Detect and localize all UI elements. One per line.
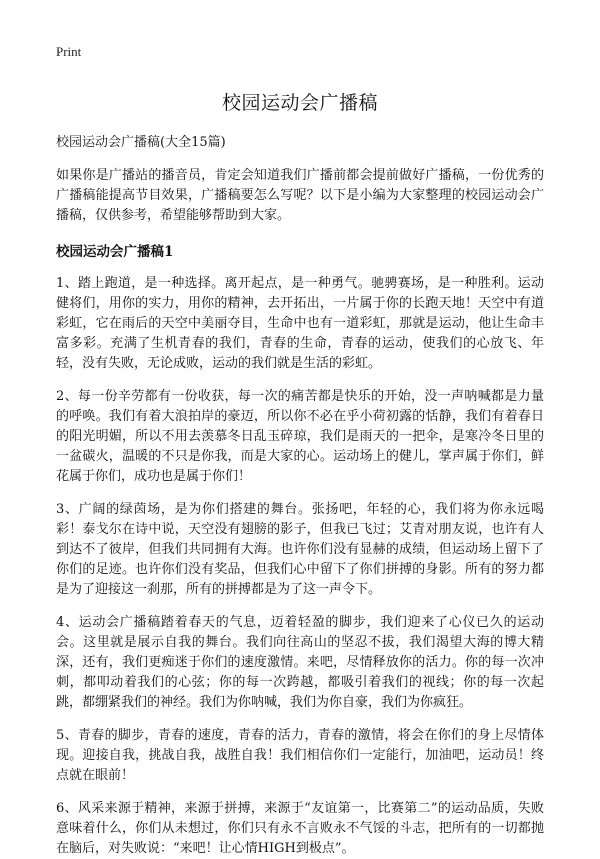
paragraph-6: 6、风采来源于精神，来源于拼搏，来源于“友谊第一，比赛第二”的运动品质，失败意味着什么，你们从未想过，你们只有永不言败永不气馁的斗志，把所有的一切都抛在脑后，对失败说：“来吧！让心情HIGH到极点”。 [56, 801, 544, 856]
subtitle: 校园运动会广播稿(大全15篇) [56, 135, 226, 150]
intro-paragraph: 如果你是广播站的播音员，肯定会知道我们广播前都会提前做好广播稿，一份优秀的广播稿能提高节目效果，广播稿要怎么写呢？以下是小编为大家整理的校园运动会广播稿，仅供参考，希望能够帮助到大家。 [56, 168, 544, 223]
paragraph-3: 3、广阔的绿茵场，是为你们搭建的舞台。张扬吧，年轻的心，我们将为你永远喝彩！泰戈尔在诗中说，天空没有翅膀的影子，但我已飞过；艾青对朋友说，也许有人到达不了彼岸，但我们共同拥有大海。也许你们没有显赫的成绩，但运动场上留下了你们的足迹。也许你们没有奖品，但我们心中留下了你们拼搏的身影。所有的努力都是为了迎接这一刹那，所有的拼搏都是为了这一声令下。 [56, 502, 544, 597]
paragraph-4: 4、运动会广播稿踏着春天的气息，迈着轻盈的脚步，我们迎来了心仪已久的运动会。这里就是展示自我的舞台。我们向往高山的坚忍不拔，我们渴望大海的博大精深，还有，我们更痴迷于你们的速度激情。来吧，尽情释放你的活力。你的每一次冲刺，都叩动着我们的心弦；你的每一次跨越，都吸引着我们的视线；你的每一次起跳，都绷紧我们的神经。我们为你呐喊，我们为你自豪，我们为你疯狂。 [56, 615, 544, 710]
paragraph-2: 2、每一份辛劳都有一份收获，每一次的痛苦都是快乐的开始，没一声呐喊都是力量的呼唤。我们有着大浪拍岸的豪迈，所以你不必在乎小荷初露的恬静，我们有着春日的阳光明媚，所以不用去羡慕冬日乱玉碎琼，我们是雨天的一把伞，是寒冷冬日里的一盆碳火，温暖的不只是你我，而是大家的心。运动场上的健儿，掌声属于你们，鲜花属于你们，成功也是属于你们！ [56, 389, 544, 484]
page-title: 校园运动会广播稿 [221, 92, 378, 114]
print-label[interactable]: Print [56, 44, 82, 59]
paragraph-5: 5、青春的脚步，青春的速度，青春的活力，青春的激情，将会在你们的身上尽情体现。迎接自我，挑战自我，战胜自我！我们相信你们一定能行，加油吧，运动员！终点就在眼前！ [56, 728, 544, 783]
section-heading: 校园运动会广播稿1 [56, 244, 174, 260]
paragraph-1: 1、踏上跑道，是一种选择。离开起点，是一种勇气。驰骋赛场，是一种胜利。运动健将们，用你的实力，用你的精神，去开拓出，一片属于你的长跑天地！天空中有道彩虹，它在雨后的天空中美丽夺目，生命中也有一道彩虹，那就是运动，他让生命丰富多彩。充满了生机青春的我们，青春的生命，青春的运动，使我们的心放飞、年轻，没有失败，无论成败，运动的我们就是生活的彩虹。 [56, 276, 544, 371]
